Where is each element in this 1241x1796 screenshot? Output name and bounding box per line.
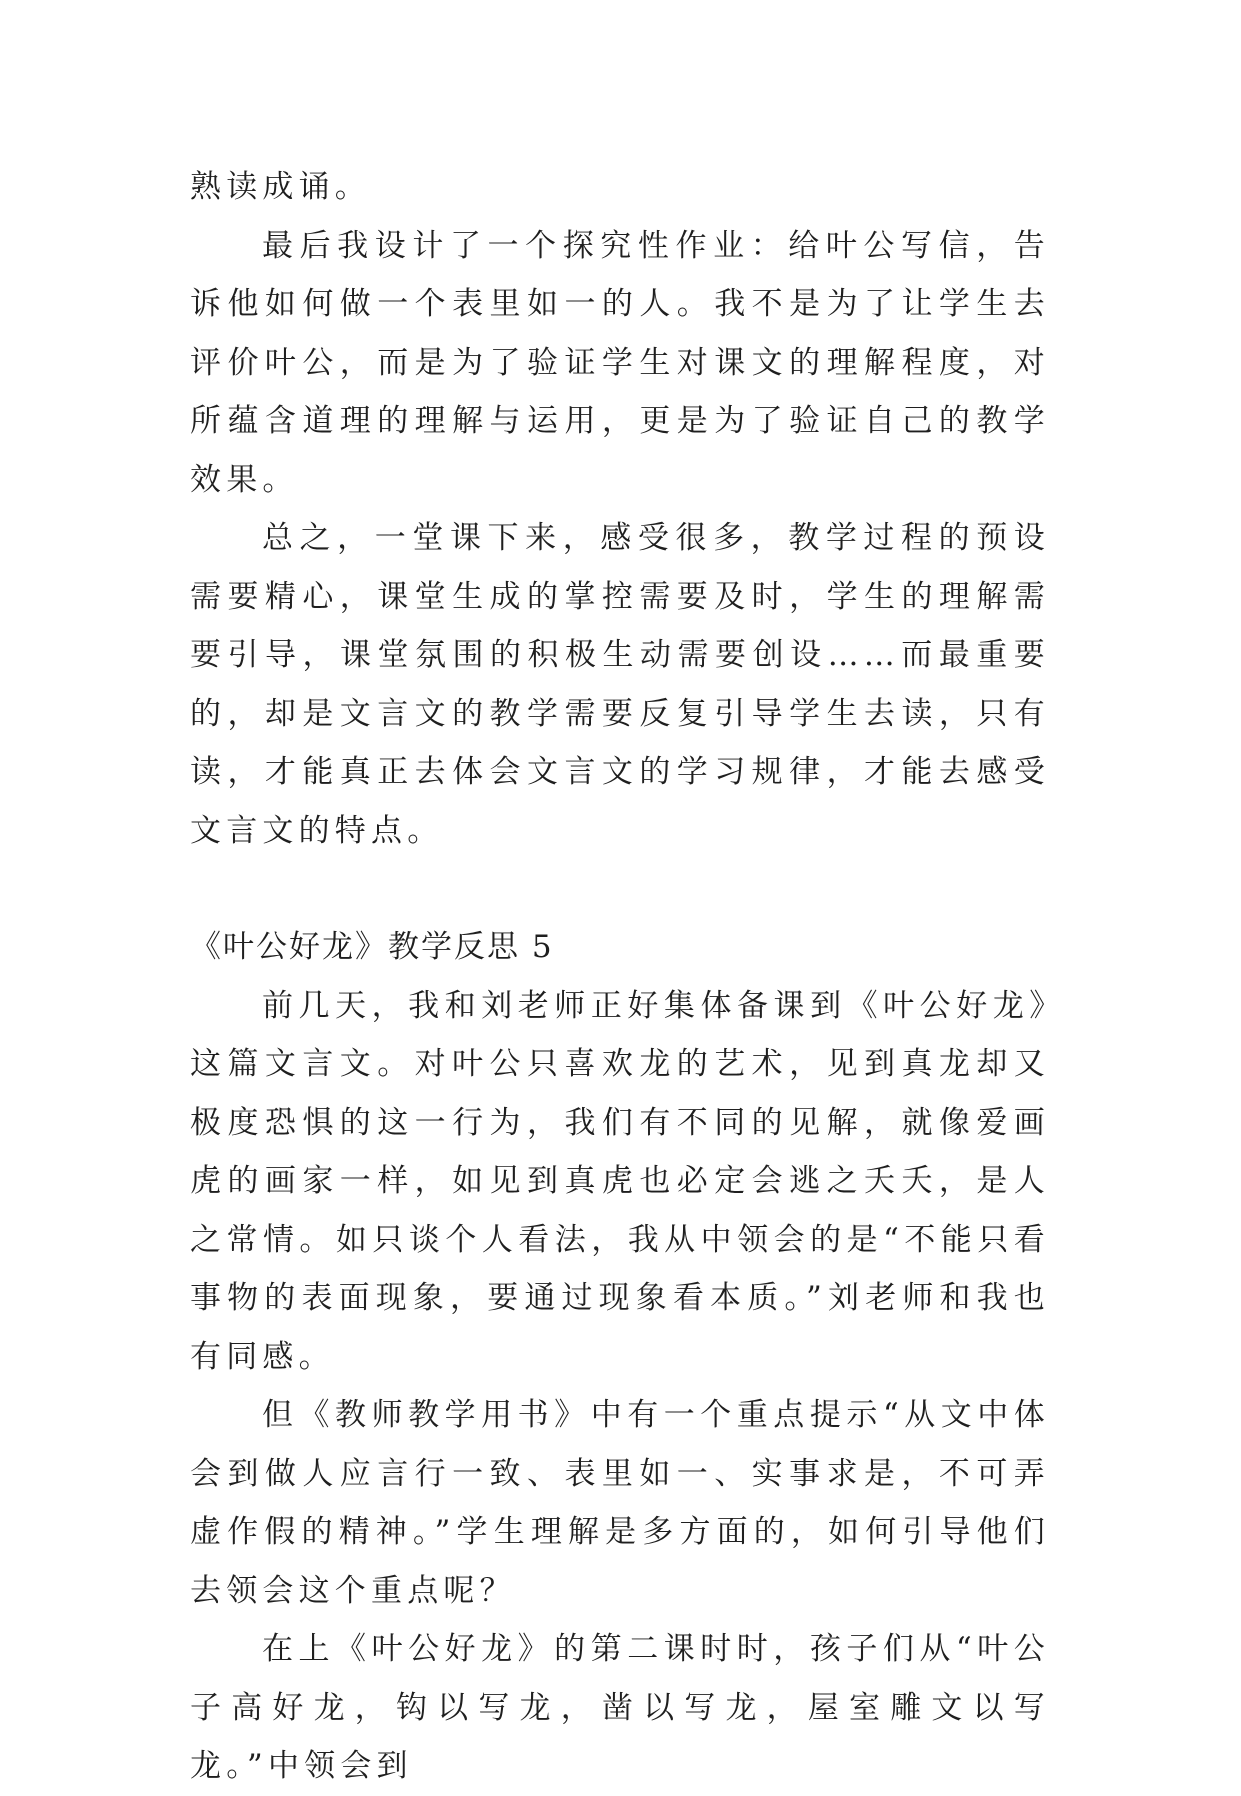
paragraph-lesson-prep: 前几天，我和刘老师正好集体备课到《叶公好龙》这篇文言文。对叶公只喜欢龙的艺术，见到真龙却又极度恐惧的这一行为，我们有不同的见解，就像爱画虎的画家一样，如见到真虎也必定会逃之夭夭，是人之常情。如只谈个人看法，我从中领会的是“不能只看事物的表面现象，要通过现象看本质。”刘老师和我也有同感。 bbox=[190, 987, 1050, 1375]
paragraph-teacher-book: 但《教师教学用书》中有一个重点提示“从文中体会到做人应言行一致、表里如一、实事求是，不可弄虚作假的精神。”学生理解是多方面的，如何引导他们去领会这个重点呢？ bbox=[190, 1397, 1050, 1609]
section-spacer bbox=[190, 860, 1050, 918]
section-heading: 《叶公好龙》教学反思 5 bbox=[190, 929, 554, 965]
paragraph-homework: 最后我设计了一个探究性作业：给叶公写信，告诉他如何做一个表里如一的人。我不是为了让学生去评价叶公，而是为了验证学生对课文的理解程度，对所蕴含道理的理解与运用，更是为了验证自己的教学效果。 bbox=[190, 227, 1050, 498]
paragraph-second-lesson: 在上《叶公好龙》的第二课时时，孩子们从“叶公子高好龙，钩以写龙，凿以写龙，屋室雕文以写龙。”中领会到 bbox=[190, 1631, 1050, 1784]
paragraph-summary: 总之，一堂课下来，感受很多，教学过程的预设需要精心，课堂生成的掌控需要及时，学生的理解需要引导，课堂氛围的积极生动需要创设……而最重要的，却是文言文的教学需要反复引导学生去读，只有读，才能真正去体会文言文的学习规律，才能去感受文言文的特点。 bbox=[190, 520, 1050, 849]
paragraph-continuation: 熟读成诵。 bbox=[190, 169, 371, 205]
document-body bbox=[190, 158, 1050, 1796]
